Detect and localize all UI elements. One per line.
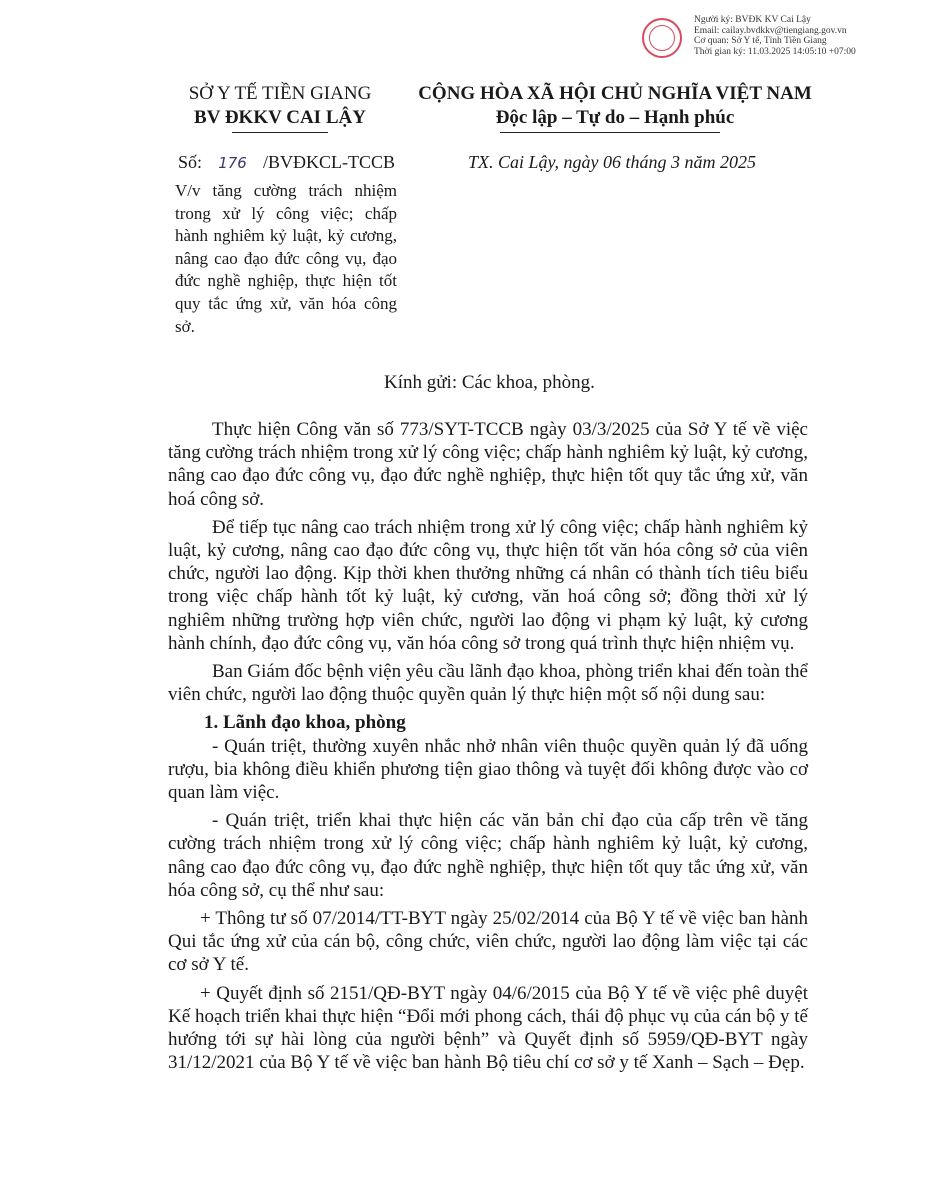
issuing-organization <box>155 82 405 130</box>
document-date: TX. Cai Lậy, ngày 06 tháng 3 năm 2025 <box>468 152 757 172</box>
parent-organization: SỞ Y TẾ TIỀN GIANG <box>188 83 372 104</box>
signer-agency: Cơ quan: Sở Y tế, Tỉnh Tiền Giang <box>694 36 827 46</box>
section-heading: 1. Lãnh đạo khoa, phòng <box>204 712 406 734</box>
docno-prefix: Số: <box>178 152 203 172</box>
list-item: + Quyết định số 2151/QĐ-BYT ngày 04/6/2015 của Bộ Y tế về việc phê duyệt Kế hoạch triển khai thực hiện “Đổi mới phong cách, thái độ phục vụ của cán bộ y tế hướng tới sự hài lòng của người bệnh” và Quyết định số 5959/QĐ-BYT ngày 31/12/2021 của Bộ Y tế về việc ban hành Bộ tiêu chí cơ sở y tế Xanh – Sạch – Đẹp. <box>168 982 808 1074</box>
organization-name: BV ĐKKV CAI LẬY <box>194 107 366 128</box>
signer-email: Email: cailay.bvdkkv@tiengiang.gov.vn <box>694 25 847 36</box>
digital-signature-stamp <box>642 18 682 58</box>
nation-name: CỘNG HÒA XÃ HỘI CHỦ NGHĨA VIỆT NAM <box>418 83 812 104</box>
digital-signature-info <box>694 15 919 57</box>
signing-time: Thời gian ký: 11.03.2025 14:05:10 +07:00 <box>694 46 856 57</box>
document-number <box>178 152 395 173</box>
document-body <box>168 418 808 1079</box>
stamp-inner <box>649 25 675 51</box>
list-item: + Thông tư số 07/2014/TT-BYT ngày 25/02/2014 của Bộ Y tế về việc ban hành Qui tắc ứng xử của cán bộ, công chức, viên chức, người lao động làm việc tại các cơ sở Y tế. <box>168 908 808 976</box>
signer-name: Người ký: BVĐK KV Cai Lậy <box>694 15 811 25</box>
national-motto: Độc lập – Tự do – Hạnh phúc <box>495 107 735 128</box>
national-header <box>405 82 825 130</box>
document-subject: V/v tăng cường trách nhiệm trong xử lý công việc; chấp hành nghiêm kỷ luật, kỷ cương, nâng cao đạo đức công vụ, đạo đức nghề nghiệp, thực hiện tốt quy tắc ứng xử, văn hóa công sở. <box>175 181 397 336</box>
header-underline-left <box>232 132 328 133</box>
recipient-line: Kính gửi: Các khoa, phòng. <box>384 372 595 393</box>
docno-handwritten-number: 176 <box>218 154 247 172</box>
paragraph: Ban Giám đốc bệnh viện yêu cầu lãnh đạo khoa, phòng triển khai đến toàn thể viên chức, người lao động thuộc quyền quản lý thực hiện một số nội dung sau: <box>168 661 808 706</box>
docno-suffix: /BVĐKCL-TCCB <box>263 152 396 172</box>
bullet-paragraph: - Quán triệt, thường xuyên nhắc nhở nhân viên thuộc quyền quản lý đã uống rượu, bia không điều khiển phương tiện giao thông và tuyệt đối không được vào cơ quan làm việc. <box>168 735 808 804</box>
paragraph: Để tiếp tục nâng cao trách nhiệm trong xử lý công việc; chấp hành nghiêm kỷ luật, kỷ cương, nâng cao đạo đức công vụ, thực hiện tốt văn hóa công sở của viên chức, người lao động. Kịp thời khen thưởng những cá nhân có thành tích tiêu biểu trong việc chấp hành tốt kỷ luật, kỷ cương, văn hoá công sở; đồng thời xử lý nghiêm những trường hợp viên chức, người lao động vi phạm kỷ luật, kỷ cương hành chính, đạo đức công vụ, văn hóa công sở trong quá trình thực hiện nhiệm vụ. <box>168 516 808 654</box>
bullet-paragraph: - Quán triệt, triển khai thực hiện các văn bản chỉ đạo của cấp trên về tăng cường trách nhiệm trong xử lý công việc; chấp hành nghiêm kỷ luật, kỷ cương, nâng cao đạo đức công vụ, đạo đức nghề nghiệp, thực hiện tốt quy tắc ứng xử, văn hóa công sở, cụ thể như sau: <box>168 810 808 901</box>
paragraph: Thực hiện Công văn số 773/SYT-TCCB ngày 03/3/2025 của Sở Y tế về việc tăng cường trách nhiệm trong xử lý công việc; chấp hành nghiêm kỷ luật, kỷ cương, nâng cao đạo đức công vụ, đạo đức nghề nghiệp, thực hiện tốt quy tắc ứng xử, văn hoá công sở. <box>168 419 808 510</box>
header-underline-right <box>500 132 720 133</box>
